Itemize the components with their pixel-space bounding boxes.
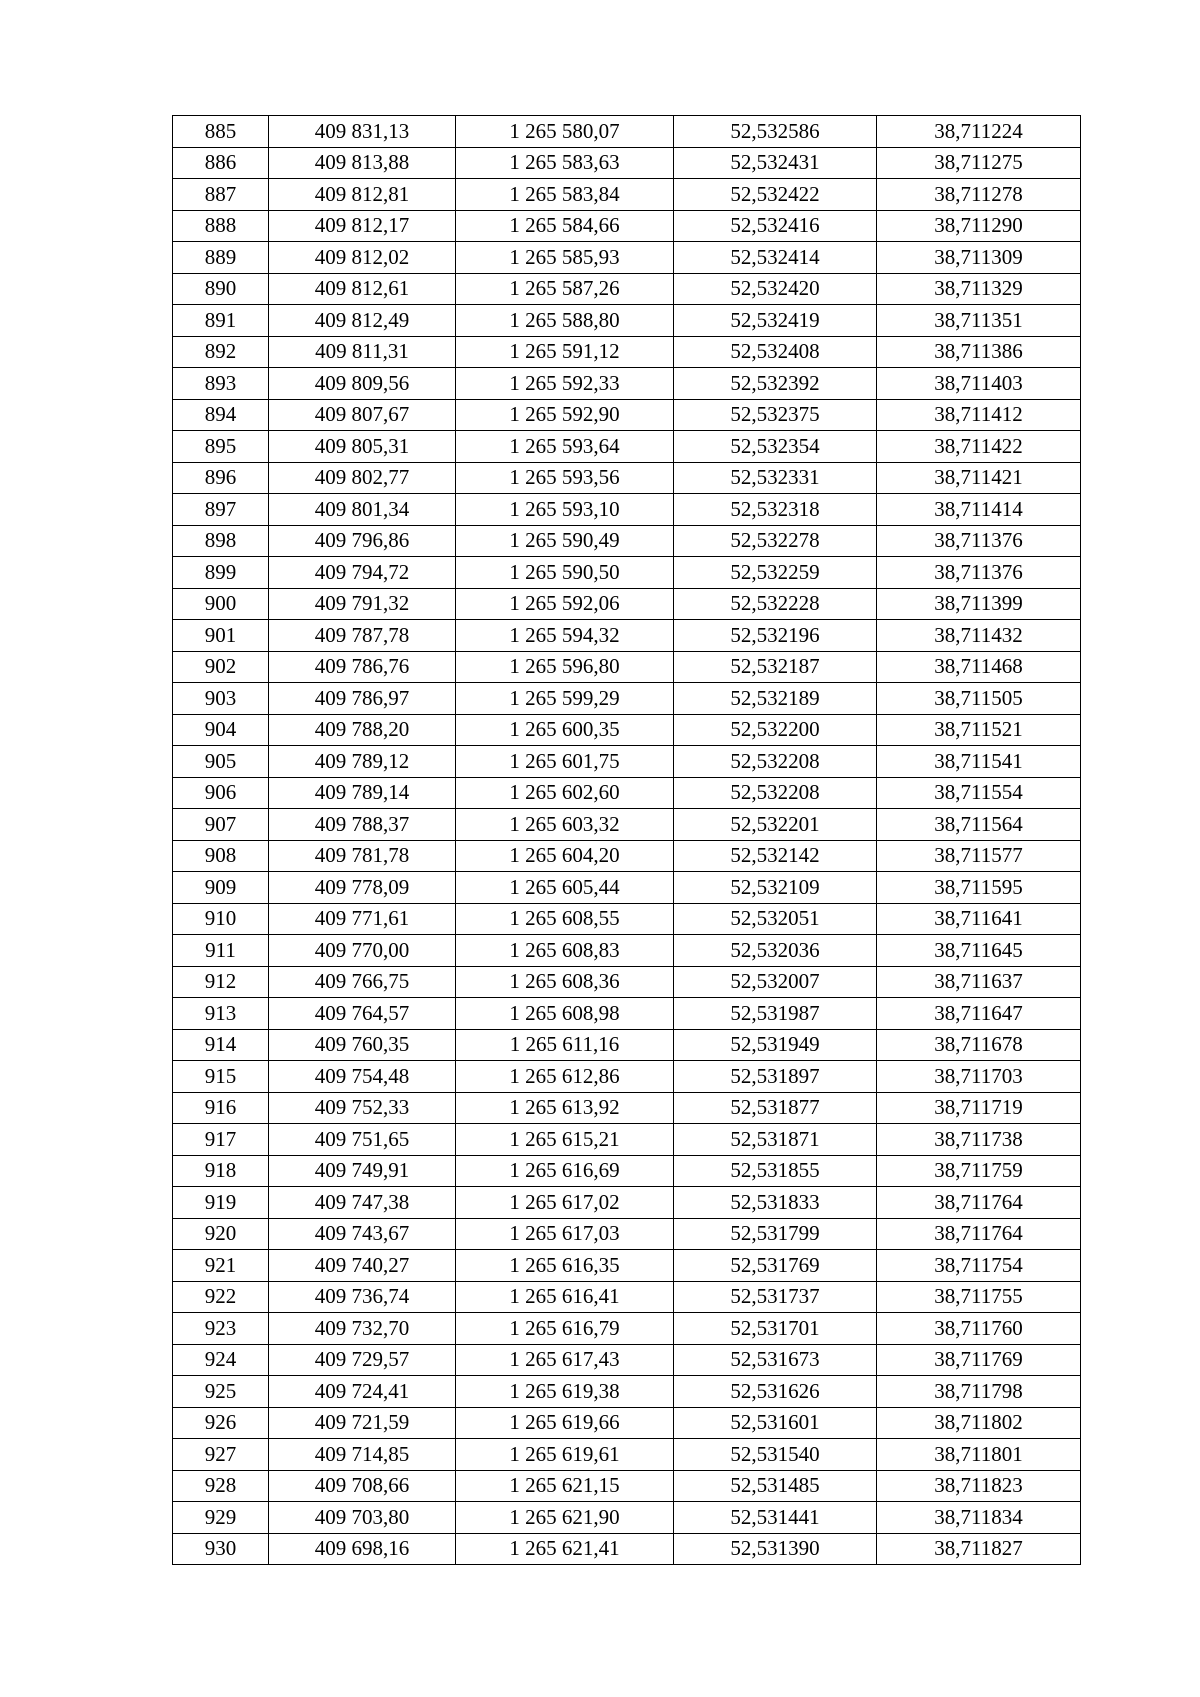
point-number-cell: 907 <box>173 809 269 841</box>
point-number-cell: 890 <box>173 273 269 305</box>
point-number-cell: 912 <box>173 966 269 998</box>
point-number-cell: 887 <box>173 179 269 211</box>
y-coordinate-cell: 1 265 583,84 <box>456 179 674 211</box>
x-coordinate-cell: 409 698,16 <box>269 1533 456 1565</box>
longitude-cell: 38,711412 <box>877 399 1081 431</box>
x-coordinate-cell: 409 747,38 <box>269 1187 456 1219</box>
table-row <box>173 935 1081 967</box>
point-number-cell: 922 <box>173 1281 269 1313</box>
table-row <box>173 1376 1081 1408</box>
longitude-cell: 38,711224 <box>877 116 1081 148</box>
x-coordinate-cell: 409 770,00 <box>269 935 456 967</box>
x-coordinate-cell: 409 724,41 <box>269 1376 456 1408</box>
latitude-cell: 52,532318 <box>674 494 877 526</box>
point-number-cell: 928 <box>173 1470 269 1502</box>
point-number-cell: 895 <box>173 431 269 463</box>
x-coordinate-cell: 409 813,88 <box>269 147 456 179</box>
latitude-cell: 52,532142 <box>674 840 877 872</box>
latitude-cell: 52,531441 <box>674 1502 877 1534</box>
point-number-cell: 917 <box>173 1124 269 1156</box>
point-number-cell: 898 <box>173 525 269 557</box>
table-row <box>173 809 1081 841</box>
point-number-cell: 920 <box>173 1218 269 1250</box>
x-coordinate-cell: 409 771,61 <box>269 903 456 935</box>
y-coordinate-cell: 1 265 621,41 <box>456 1533 674 1565</box>
x-coordinate-cell: 409 788,20 <box>269 714 456 746</box>
latitude-cell: 52,532051 <box>674 903 877 935</box>
y-coordinate-cell: 1 265 605,44 <box>456 872 674 904</box>
y-coordinate-cell: 1 265 601,75 <box>456 746 674 778</box>
y-coordinate-cell: 1 265 617,03 <box>456 1218 674 1250</box>
longitude-cell: 38,711759 <box>877 1155 1081 1187</box>
longitude-cell: 38,711641 <box>877 903 1081 935</box>
latitude-cell: 52,532278 <box>674 525 877 557</box>
point-number-cell: 891 <box>173 305 269 337</box>
table-row <box>173 966 1081 998</box>
longitude-cell: 38,711421 <box>877 462 1081 494</box>
latitude-cell: 52,531799 <box>674 1218 877 1250</box>
y-coordinate-cell: 1 265 608,98 <box>456 998 674 1030</box>
latitude-cell: 52,531485 <box>674 1470 877 1502</box>
x-coordinate-cell: 409 786,76 <box>269 651 456 683</box>
latitude-cell: 52,531871 <box>674 1124 877 1156</box>
point-number-cell: 911 <box>173 935 269 967</box>
point-number-cell: 909 <box>173 872 269 904</box>
y-coordinate-cell: 1 265 583,63 <box>456 147 674 179</box>
y-coordinate-cell: 1 265 621,15 <box>456 1470 674 1502</box>
point-number-cell: 892 <box>173 336 269 368</box>
x-coordinate-cell: 409 721,59 <box>269 1407 456 1439</box>
point-number-cell: 897 <box>173 494 269 526</box>
y-coordinate-cell: 1 265 590,50 <box>456 557 674 589</box>
x-coordinate-cell: 409 764,57 <box>269 998 456 1030</box>
longitude-cell: 38,711275 <box>877 147 1081 179</box>
x-coordinate-cell: 409 787,78 <box>269 620 456 652</box>
y-coordinate-cell: 1 265 608,83 <box>456 935 674 967</box>
longitude-cell: 38,711351 <box>877 305 1081 337</box>
y-coordinate-cell: 1 265 590,49 <box>456 525 674 557</box>
x-coordinate-cell: 409 732,70 <box>269 1313 456 1345</box>
latitude-cell: 52,531737 <box>674 1281 877 1313</box>
y-coordinate-cell: 1 265 604,20 <box>456 840 674 872</box>
longitude-cell: 38,711760 <box>877 1313 1081 1345</box>
y-coordinate-cell: 1 265 616,69 <box>456 1155 674 1187</box>
table-row <box>173 903 1081 935</box>
point-number-cell: 914 <box>173 1029 269 1061</box>
table-row <box>173 1502 1081 1534</box>
y-coordinate-cell: 1 265 621,90 <box>456 1502 674 1534</box>
longitude-cell: 38,711376 <box>877 557 1081 589</box>
longitude-cell: 38,711738 <box>877 1124 1081 1156</box>
table-row <box>173 1218 1081 1250</box>
point-number-cell: 889 <box>173 242 269 274</box>
latitude-cell: 52,532392 <box>674 368 877 400</box>
longitude-cell: 38,711645 <box>877 935 1081 967</box>
y-coordinate-cell: 1 265 613,92 <box>456 1092 674 1124</box>
y-coordinate-cell: 1 265 592,33 <box>456 368 674 400</box>
y-coordinate-cell: 1 265 602,60 <box>456 777 674 809</box>
y-coordinate-cell: 1 265 588,80 <box>456 305 674 337</box>
point-number-cell: 903 <box>173 683 269 715</box>
y-coordinate-cell: 1 265 619,66 <box>456 1407 674 1439</box>
latitude-cell: 52,532200 <box>674 714 877 746</box>
x-coordinate-cell: 409 831,13 <box>269 116 456 148</box>
latitude-cell: 52,531701 <box>674 1313 877 1345</box>
longitude-cell: 38,711764 <box>877 1187 1081 1219</box>
longitude-cell: 38,711834 <box>877 1502 1081 1534</box>
table-row <box>173 1407 1081 1439</box>
y-coordinate-cell: 1 265 596,80 <box>456 651 674 683</box>
table-row <box>173 1155 1081 1187</box>
x-coordinate-cell: 409 801,34 <box>269 494 456 526</box>
longitude-cell: 38,711554 <box>877 777 1081 809</box>
table-row <box>173 746 1081 778</box>
y-coordinate-cell: 1 265 611,16 <box>456 1029 674 1061</box>
table-row <box>173 1061 1081 1093</box>
longitude-cell: 38,711798 <box>877 1376 1081 1408</box>
table-row <box>173 1533 1081 1565</box>
point-number-cell: 886 <box>173 147 269 179</box>
latitude-cell: 52,531833 <box>674 1187 877 1219</box>
x-coordinate-cell: 409 708,66 <box>269 1470 456 1502</box>
latitude-cell: 52,532036 <box>674 935 877 967</box>
table-row <box>173 494 1081 526</box>
point-number-cell: 919 <box>173 1187 269 1219</box>
table-row <box>173 1439 1081 1471</box>
y-coordinate-cell: 1 265 617,43 <box>456 1344 674 1376</box>
coordinates-table <box>172 115 1081 1565</box>
table-row <box>173 998 1081 1030</box>
table-row <box>173 1313 1081 1345</box>
x-coordinate-cell: 409 802,77 <box>269 462 456 494</box>
latitude-cell: 52,531987 <box>674 998 877 1030</box>
longitude-cell: 38,711754 <box>877 1250 1081 1282</box>
x-coordinate-cell: 409 812,49 <box>269 305 456 337</box>
point-number-cell: 888 <box>173 210 269 242</box>
table-row <box>173 242 1081 274</box>
longitude-cell: 38,711432 <box>877 620 1081 652</box>
latitude-cell: 52,532416 <box>674 210 877 242</box>
table-row <box>173 651 1081 683</box>
y-coordinate-cell: 1 265 599,29 <box>456 683 674 715</box>
x-coordinate-cell: 409 751,65 <box>269 1124 456 1156</box>
longitude-cell: 38,711637 <box>877 966 1081 998</box>
y-coordinate-cell: 1 265 587,26 <box>456 273 674 305</box>
longitude-cell: 38,711678 <box>877 1029 1081 1061</box>
longitude-cell: 38,711329 <box>877 273 1081 305</box>
longitude-cell: 38,711290 <box>877 210 1081 242</box>
x-coordinate-cell: 409 729,57 <box>269 1344 456 1376</box>
point-number-cell: 918 <box>173 1155 269 1187</box>
latitude-cell: 52,532208 <box>674 777 877 809</box>
point-number-cell: 902 <box>173 651 269 683</box>
longitude-cell: 38,711801 <box>877 1439 1081 1471</box>
longitude-cell: 38,711802 <box>877 1407 1081 1439</box>
table-row <box>173 336 1081 368</box>
x-coordinate-cell: 409 743,67 <box>269 1218 456 1250</box>
point-number-cell: 921 <box>173 1250 269 1282</box>
table-row <box>173 273 1081 305</box>
y-coordinate-cell: 1 265 612,86 <box>456 1061 674 1093</box>
latitude-cell: 52,532420 <box>674 273 877 305</box>
latitude-cell: 52,531769 <box>674 1250 877 1282</box>
point-number-cell: 930 <box>173 1533 269 1565</box>
latitude-cell: 52,532408 <box>674 336 877 368</box>
latitude-cell: 52,531626 <box>674 1376 877 1408</box>
point-number-cell: 904 <box>173 714 269 746</box>
point-number-cell: 929 <box>173 1502 269 1534</box>
table-row <box>173 840 1081 872</box>
x-coordinate-cell: 409 791,32 <box>269 588 456 620</box>
y-coordinate-cell: 1 265 619,38 <box>456 1376 674 1408</box>
table-row <box>173 1124 1081 1156</box>
x-coordinate-cell: 409 754,48 <box>269 1061 456 1093</box>
point-number-cell: 896 <box>173 462 269 494</box>
latitude-cell: 52,531601 <box>674 1407 877 1439</box>
point-number-cell: 894 <box>173 399 269 431</box>
y-coordinate-cell: 1 265 616,79 <box>456 1313 674 1345</box>
table-row <box>173 368 1081 400</box>
table-row <box>173 1187 1081 1219</box>
y-coordinate-cell: 1 265 616,41 <box>456 1281 674 1313</box>
table-row <box>173 462 1081 494</box>
point-number-cell: 893 <box>173 368 269 400</box>
table-row <box>173 399 1081 431</box>
x-coordinate-cell: 409 812,61 <box>269 273 456 305</box>
x-coordinate-cell: 409 812,81 <box>269 179 456 211</box>
table-row <box>173 683 1081 715</box>
longitude-cell: 38,711403 <box>877 368 1081 400</box>
x-coordinate-cell: 409 789,12 <box>269 746 456 778</box>
y-coordinate-cell: 1 265 600,35 <box>456 714 674 746</box>
table-row <box>173 1250 1081 1282</box>
latitude-cell: 52,532109 <box>674 872 877 904</box>
longitude-cell: 38,711422 <box>877 431 1081 463</box>
longitude-cell: 38,711386 <box>877 336 1081 368</box>
table-row <box>173 1344 1081 1376</box>
table-row <box>173 1029 1081 1061</box>
x-coordinate-cell: 409 786,97 <box>269 683 456 715</box>
latitude-cell: 52,531897 <box>674 1061 877 1093</box>
y-coordinate-cell: 1 265 592,06 <box>456 588 674 620</box>
longitude-cell: 38,711309 <box>877 242 1081 274</box>
latitude-cell: 52,532431 <box>674 147 877 179</box>
table-row <box>173 1092 1081 1124</box>
latitude-cell: 52,532375 <box>674 399 877 431</box>
latitude-cell: 52,532414 <box>674 242 877 274</box>
point-number-cell: 906 <box>173 777 269 809</box>
x-coordinate-cell: 409 796,86 <box>269 525 456 557</box>
latitude-cell: 52,531390 <box>674 1533 877 1565</box>
table-row <box>173 116 1081 148</box>
latitude-cell: 52,531540 <box>674 1439 877 1471</box>
table-row <box>173 147 1081 179</box>
longitude-cell: 38,711541 <box>877 746 1081 778</box>
x-coordinate-cell: 409 794,72 <box>269 557 456 589</box>
y-coordinate-cell: 1 265 585,93 <box>456 242 674 274</box>
x-coordinate-cell: 409 807,67 <box>269 399 456 431</box>
latitude-cell: 52,532331 <box>674 462 877 494</box>
latitude-cell: 52,532208 <box>674 746 877 778</box>
latitude-cell: 52,532187 <box>674 651 877 683</box>
longitude-cell: 38,711278 <box>877 179 1081 211</box>
point-number-cell: 913 <box>173 998 269 1030</box>
point-number-cell: 910 <box>173 903 269 935</box>
x-coordinate-cell: 409 749,91 <box>269 1155 456 1187</box>
y-coordinate-cell: 1 265 619,61 <box>456 1439 674 1471</box>
longitude-cell: 38,711577 <box>877 840 1081 872</box>
table-row <box>173 210 1081 242</box>
x-coordinate-cell: 409 752,33 <box>269 1092 456 1124</box>
table-row <box>173 714 1081 746</box>
y-coordinate-cell: 1 265 615,21 <box>456 1124 674 1156</box>
latitude-cell: 52,532189 <box>674 683 877 715</box>
longitude-cell: 38,711703 <box>877 1061 1081 1093</box>
table-row <box>173 588 1081 620</box>
latitude-cell: 52,532201 <box>674 809 877 841</box>
y-coordinate-cell: 1 265 584,66 <box>456 210 674 242</box>
longitude-cell: 38,711564 <box>877 809 1081 841</box>
latitude-cell: 52,532419 <box>674 305 877 337</box>
table-row <box>173 179 1081 211</box>
longitude-cell: 38,711769 <box>877 1344 1081 1376</box>
latitude-cell: 52,532354 <box>674 431 877 463</box>
y-coordinate-cell: 1 265 608,36 <box>456 966 674 998</box>
y-coordinate-cell: 1 265 617,02 <box>456 1187 674 1219</box>
longitude-cell: 38,711399 <box>877 588 1081 620</box>
longitude-cell: 38,711595 <box>877 872 1081 904</box>
latitude-cell: 52,531855 <box>674 1155 877 1187</box>
point-number-cell: 915 <box>173 1061 269 1093</box>
x-coordinate-cell: 409 811,31 <box>269 336 456 368</box>
y-coordinate-cell: 1 265 616,35 <box>456 1250 674 1282</box>
longitude-cell: 38,711823 <box>877 1470 1081 1502</box>
table-row <box>173 305 1081 337</box>
point-number-cell: 900 <box>173 588 269 620</box>
point-number-cell: 924 <box>173 1344 269 1376</box>
longitude-cell: 38,711719 <box>877 1092 1081 1124</box>
longitude-cell: 38,711468 <box>877 651 1081 683</box>
table-row <box>173 777 1081 809</box>
y-coordinate-cell: 1 265 593,64 <box>456 431 674 463</box>
y-coordinate-cell: 1 265 591,12 <box>456 336 674 368</box>
x-coordinate-cell: 409 812,17 <box>269 210 456 242</box>
point-number-cell: 926 <box>173 1407 269 1439</box>
longitude-cell: 38,711647 <box>877 998 1081 1030</box>
point-number-cell: 916 <box>173 1092 269 1124</box>
longitude-cell: 38,711827 <box>877 1533 1081 1565</box>
y-coordinate-cell: 1 265 594,32 <box>456 620 674 652</box>
table-row <box>173 525 1081 557</box>
y-coordinate-cell: 1 265 592,90 <box>456 399 674 431</box>
point-number-cell: 901 <box>173 620 269 652</box>
point-number-cell: 925 <box>173 1376 269 1408</box>
y-coordinate-cell: 1 265 580,07 <box>456 116 674 148</box>
x-coordinate-cell: 409 789,14 <box>269 777 456 809</box>
latitude-cell: 52,532007 <box>674 966 877 998</box>
latitude-cell: 52,532228 <box>674 588 877 620</box>
table-row <box>173 431 1081 463</box>
x-coordinate-cell: 409 736,74 <box>269 1281 456 1313</box>
x-coordinate-cell: 409 766,75 <box>269 966 456 998</box>
point-number-cell: 908 <box>173 840 269 872</box>
latitude-cell: 52,532422 <box>674 179 877 211</box>
table-row <box>173 1470 1081 1502</box>
x-coordinate-cell: 409 812,02 <box>269 242 456 274</box>
latitude-cell: 52,532586 <box>674 116 877 148</box>
longitude-cell: 38,711414 <box>877 494 1081 526</box>
table-row <box>173 557 1081 589</box>
x-coordinate-cell: 409 809,56 <box>269 368 456 400</box>
longitude-cell: 38,711376 <box>877 525 1081 557</box>
x-coordinate-cell: 409 714,85 <box>269 1439 456 1471</box>
point-number-cell: 927 <box>173 1439 269 1471</box>
latitude-cell: 52,531949 <box>674 1029 877 1061</box>
point-number-cell: 923 <box>173 1313 269 1345</box>
x-coordinate-cell: 409 781,78 <box>269 840 456 872</box>
x-coordinate-cell: 409 760,35 <box>269 1029 456 1061</box>
y-coordinate-cell: 1 265 593,56 <box>456 462 674 494</box>
x-coordinate-cell: 409 740,27 <box>269 1250 456 1282</box>
latitude-cell: 52,531673 <box>674 1344 877 1376</box>
y-coordinate-cell: 1 265 603,32 <box>456 809 674 841</box>
y-coordinate-cell: 1 265 593,10 <box>456 494 674 526</box>
point-number-cell: 905 <box>173 746 269 778</box>
point-number-cell: 885 <box>173 116 269 148</box>
point-number-cell: 899 <box>173 557 269 589</box>
longitude-cell: 38,711505 <box>877 683 1081 715</box>
longitude-cell: 38,711521 <box>877 714 1081 746</box>
table-row <box>173 620 1081 652</box>
x-coordinate-cell: 409 788,37 <box>269 809 456 841</box>
table-row <box>173 872 1081 904</box>
x-coordinate-cell: 409 805,31 <box>269 431 456 463</box>
latitude-cell: 52,532259 <box>674 557 877 589</box>
longitude-cell: 38,711755 <box>877 1281 1081 1313</box>
x-coordinate-cell: 409 778,09 <box>269 872 456 904</box>
table-row <box>173 1281 1081 1313</box>
x-coordinate-cell: 409 703,80 <box>269 1502 456 1534</box>
latitude-cell: 52,532196 <box>674 620 877 652</box>
latitude-cell: 52,531877 <box>674 1092 877 1124</box>
longitude-cell: 38,711764 <box>877 1218 1081 1250</box>
y-coordinate-cell: 1 265 608,55 <box>456 903 674 935</box>
coordinates-table-body <box>173 116 1081 1565</box>
